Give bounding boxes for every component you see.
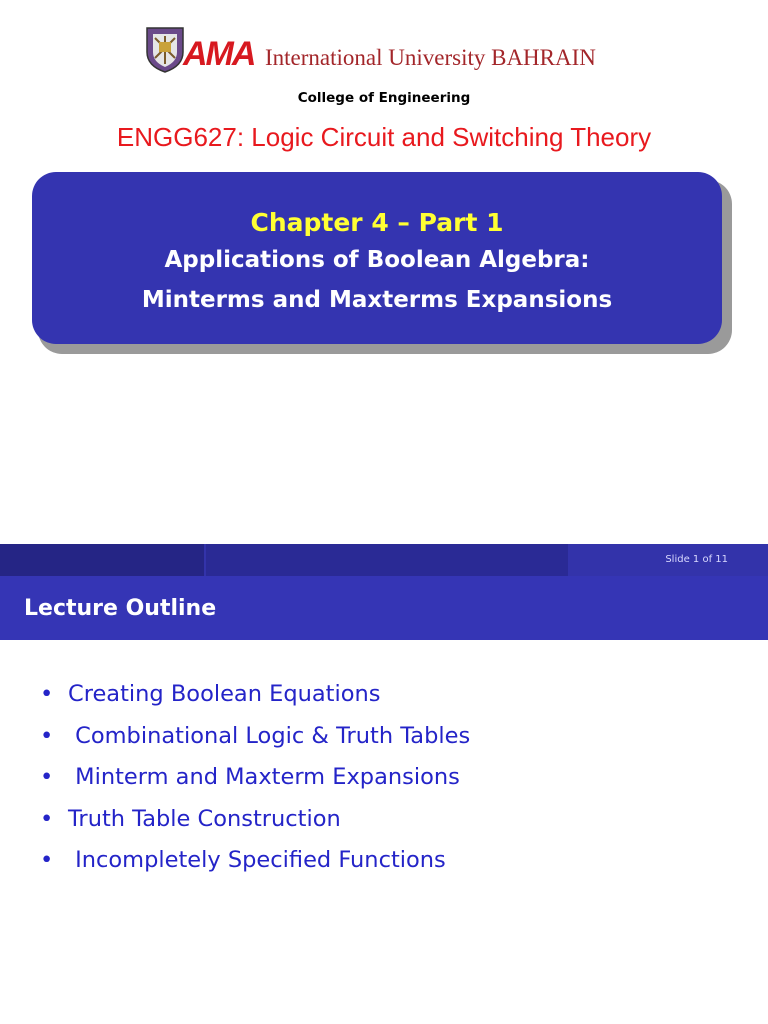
bullet-icon: • (40, 681, 54, 707)
top-bar-segment (0, 544, 204, 576)
bullet-icon: • (40, 722, 54, 749)
list-item-text: Truth Table Construction (68, 805, 341, 832)
college-name: College of Engineering (297, 90, 471, 106)
slide-top-bar (0, 544, 768, 576)
shield-icon (145, 26, 185, 74)
list-item-text: Combinational Logic & Truth Tables (68, 722, 471, 749)
slide-heading: Lecture Outline (24, 596, 217, 621)
list-item-text: Creating Boolean Equations (68, 681, 381, 707)
list-item-text: Incompletely Specified Functions (68, 847, 446, 873)
chapter-subtitle-line1: Applications of Boolean Algebra: (164, 247, 590, 273)
list-item (40, 674, 470, 716)
outline-slide (0, 544, 768, 1024)
list-item (40, 840, 470, 882)
bullet-icon: • (40, 847, 54, 873)
chapter-subtitle-line2: Minterms and Maxterms Expansions (141, 287, 613, 313)
header-bar (0, 576, 768, 640)
list-item (40, 799, 470, 841)
list-item (40, 716, 470, 758)
brand-wordmark: AMA (183, 35, 255, 73)
university-name: International University BAHRAIN (265, 45, 596, 70)
course-title: ENGG627: Logic Circuit and Switching Theory (116, 122, 652, 152)
top-bar-segment (206, 544, 568, 576)
chapter-box (32, 172, 722, 344)
outline-list (40, 674, 470, 882)
bullet-icon: • (40, 805, 54, 832)
slide-number: Slide 1 of 11 (665, 554, 728, 565)
bullet-icon: • (40, 764, 54, 790)
list-item (40, 757, 470, 799)
chapter-title: Chapter 4 – Part 1 (250, 208, 504, 237)
list-item-text: Minterm and Maxterm Expansions (68, 764, 460, 790)
university-logo (145, 26, 615, 76)
